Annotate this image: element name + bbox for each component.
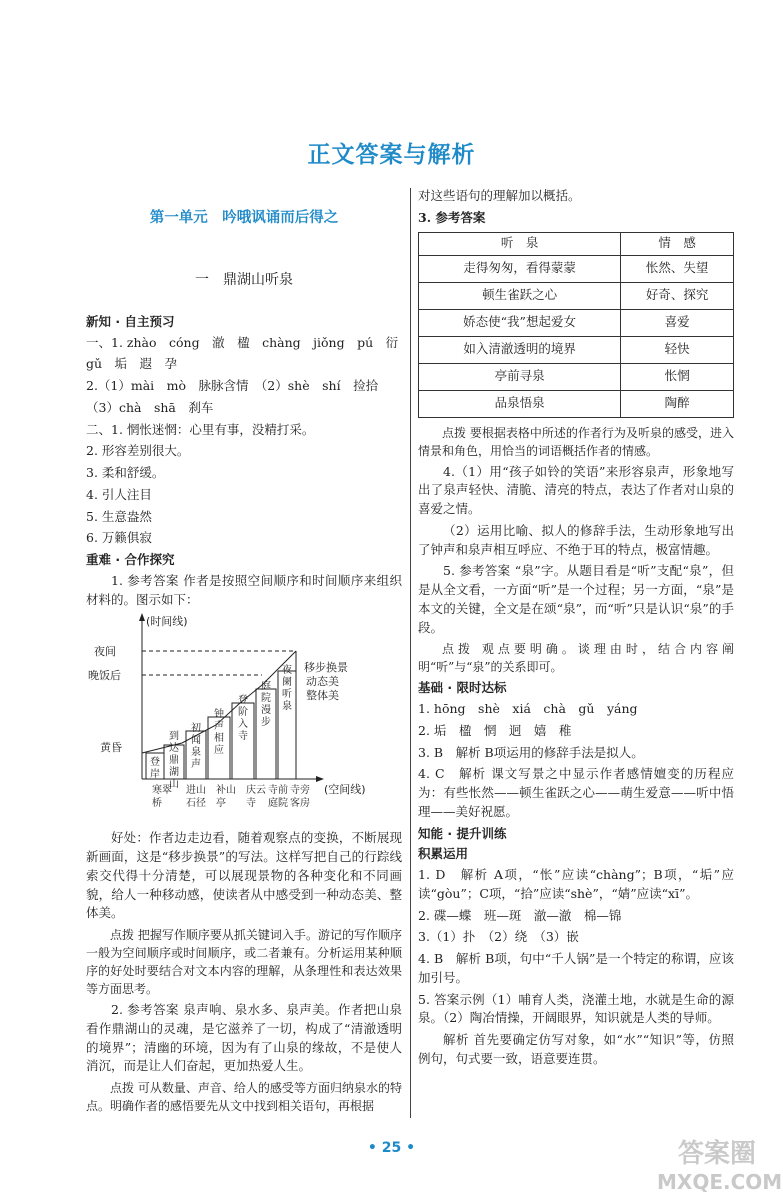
stage-label-char: 入 [238, 719, 248, 731]
table-cell: 走得匆匆，看得蒙蒙 [419, 255, 621, 282]
table-row [419, 282, 734, 309]
table-row [419, 255, 734, 282]
column-divider [410, 188, 411, 1118]
table-row [419, 309, 734, 336]
stage-label-char: 院 [261, 693, 271, 705]
table-cell: 娇态使“我”想起爱女 [419, 309, 621, 336]
table-cell: 品泉悟泉 [419, 390, 621, 417]
table-cell: 如入清澈透明的境界 [419, 336, 621, 363]
stage-label-char: 泉 [282, 701, 292, 713]
watermark [657, 1139, 783, 1196]
subsection-heading: 积累运用 [418, 846, 469, 862]
hint-paragraph: 点拨 可从数量、声音、给人的感受等方面归纳泉水的特点。明确作者的感悟要先从文中找到相关语句，再根据 [86, 1081, 402, 1113]
hint-paragraph: 点拨 把握写作顺序要从抓关键词入手。游记的写作顺序一般为空间顺序或时间顺序，或二者兼有。分析运用某种顺序的好处时要结合对文本内容的理解，从条理性和表达效果等方面思考。 [86, 928, 402, 996]
stage-label-char: 相 [214, 733, 224, 745]
answer-paragraph: 好处：作者边走边看，随着观察点的变换，不断展现新画面，这是“移步换景”的写法。这样写把自己的行踪线索交代得十分清楚，可以展现景物的各种变化和不同画貌，给人一种移动感，使读者从中感受到一种动态美、整体美。 [86, 830, 402, 921]
left-column [86, 180, 402, 1118]
answer-paragraph: 1. 参考答案 作者是按照空间顺序和时间顺序来组织材料的。图示如下： [86, 572, 402, 607]
stage-label-char: 山 [169, 779, 179, 791]
x-tick-label: 寒翠 [152, 785, 172, 797]
answer-line: 4. 引人注目 [86, 486, 152, 502]
table-header: 情 感 [621, 232, 734, 255]
answer-paragraph: 5. 参考答案 “泉”字。从题目看是“听”支配“泉”，但是从全文看，一方面“听”是一个过程；另一方面，“泉”是本文的关键，全文是在颂“泉”，而“听”只是认识“泉”的手段。 [418, 563, 734, 635]
stage-label-char: 岸 [150, 769, 160, 781]
note-label: 动态美 [306, 675, 339, 689]
answer-paragraph: 4.（1）用“孩子如铃的笑语”来形容泉声，形象地写出了泉声轻快、清脆、清亮的特点，表达了作者对山泉的喜爱之情。 [418, 463, 734, 516]
lesson-heading: 一 鼎湖山听泉 [195, 271, 293, 288]
stage-label-char: 达 [169, 743, 179, 755]
section-heading-preview: 新知 · 自主预习 [86, 313, 175, 329]
y-tick-dusk: 黄昏 [100, 741, 122, 755]
stage-label-char: 应 [214, 745, 224, 757]
answer-line: 5. 生意盎然 [86, 508, 152, 524]
table-cell: 好奇、探究 [621, 282, 734, 309]
stage-label-char: 登 [150, 757, 160, 769]
x-tick-label: 石径 [186, 798, 206, 810]
answer-paragraph: 对这些语句的理解加以概括。 [418, 188, 581, 203]
section-heading-ability: 知能 · 提升训练 [418, 825, 507, 841]
answer-line: 二、1. 惘怅迷惘：心里有事，没精打采。 [86, 421, 315, 437]
table-row [419, 363, 734, 390]
answer-line: 2. 垢 楹 惘 迥 嬉 稚 [418, 722, 572, 738]
page-number: • 25 • [367, 1140, 416, 1156]
y-tick-night: 夜间 [94, 645, 116, 659]
answer-line: 2. 碟—蝶 班—斑 澈—澈 棉—锦 [418, 907, 622, 923]
stage-label-char: 湖 [169, 767, 179, 779]
table-cell: 轻快 [621, 336, 734, 363]
answer-line: 3. B 解析 B项运用的修辞手法是拟人。 [418, 744, 644, 760]
table-cell: 亭前寻泉 [419, 363, 621, 390]
table-row [419, 336, 734, 363]
stage-label-char: 初 [191, 723, 201, 735]
note-label: 整体美 [306, 689, 339, 703]
x-tick-label: 庭院 [268, 798, 288, 810]
hint-paragraph: 点拨 要根据表格中所述的作者行为及听泉的感受，进入情景和角色，用恰当的词语概括作者的情感。 [418, 425, 734, 458]
answer-line: 4. B 解析 B项，句中“千人锅”是一个特定的称谓，应该加引号。 [418, 951, 734, 985]
stage-label-char: 阑 [282, 677, 292, 689]
note-label: 移步换景 [304, 661, 348, 675]
stage-label-char: 闻 [191, 735, 201, 747]
section-heading-basic: 基础 · 限时达标 [418, 680, 507, 696]
y-axis-label: (时间线) [146, 615, 188, 629]
table-cell: 顿生雀跃之心 [419, 282, 621, 309]
hint-paragraph: 点拨 观点要明确。谈理由时，结合内容阐明“听”与“泉”的关系即可。 [418, 642, 734, 675]
stage-label-char: 庭 [261, 681, 271, 693]
stage-label-char: 鼎 [169, 755, 179, 767]
unit-heading: 第一单元 吟哦讽诵而后得之 [149, 210, 339, 226]
answer-paragraph: （2）运用比喻、拟人的修辞手法，生动形象地写出了钟声和泉声相互呼应、不绝于耳的特点，极富情趣。 [418, 522, 734, 557]
answer-line: 3. 柔和舒缓。 [86, 465, 165, 480]
y-axis-arrow [139, 613, 145, 621]
stage-label-char: 登 [238, 695, 248, 707]
watermark-url: MXQE.COM [657, 1170, 783, 1194]
x-tick-label: 客房 [290, 798, 310, 810]
answer-line: 6. 万籁俱寂 [86, 530, 152, 546]
stage-label-char: 声 [191, 759, 201, 771]
answer-line: 1. hōng shè xiá chà gǔ yáng [418, 701, 638, 716]
stage-label-char: 漫 [261, 705, 271, 717]
answer-line: 2.（1）mài mò 脉脉含情 （2）shè shí 捡拾 [86, 378, 379, 393]
stage-label-char: 步 [261, 717, 271, 729]
answer-line: 5. 答案示例（1）哺育人类，浇灌土地，水就是生命的源泉。（2）陶冶情操，开阔眼界，知识就是人类的导师。 [418, 991, 734, 1026]
stage-label-char: 夜 [282, 665, 292, 677]
stage-label-char: 寺 [238, 731, 248, 743]
answer-line: 一、1. zhào cóng 澈 楹 chàng jiǒng pú 衍 [86, 334, 399, 350]
x-tick-label: 补山 [216, 785, 236, 797]
x-tick-label: 桥 [152, 798, 162, 810]
right-column [418, 187, 734, 1072]
x-tick-label: 庆云 [246, 785, 266, 797]
section-heading-explore: 重难 · 合作探究 [86, 552, 175, 567]
x-axis-label: (空间线) [324, 783, 366, 797]
stage-label-char: 声 [214, 721, 224, 733]
x-tick-label: 亭 [216, 798, 226, 810]
stage-label-char: 钟 [214, 709, 224, 721]
x-tick-label: 进山 [186, 785, 206, 797]
table-cell: 喜爱 [621, 309, 734, 336]
stage-label-char: 到 [169, 731, 179, 743]
answer-line: （3）chà shā 刹车 [86, 399, 214, 415]
stage-label-char: 阶 [238, 707, 248, 719]
emotion-table [418, 232, 734, 418]
table-cell: 怅然、失望 [621, 255, 734, 282]
x-axis-arrow [316, 776, 324, 782]
table-cell: 陶醉 [621, 390, 734, 417]
x-tick-label: 寺旁 [290, 785, 310, 797]
stage-label-char: 听 [282, 689, 292, 701]
answer-line: 3.（1）扑 （2）绕 （3）嵌 [418, 929, 579, 945]
y-tick-after-dinner: 晚饭后 [88, 669, 121, 683]
answer-line: gǔ 垢 遐 孕 [86, 356, 178, 372]
answer-line: 2. 形容差别很大。 [86, 443, 190, 459]
table-header: 听 泉 [419, 232, 621, 255]
answer-line: 1. D 解析 A项，“怅”应读“chàng”；B项，“垢”应读“gòu”；C项，“拾”应读“shè”，“婧”应读“xī”。 [418, 867, 734, 901]
page-title: 正文答案与解析 [307, 142, 476, 168]
route-diagram [86, 613, 402, 823]
answer-heading: 3. 参考答案 [418, 209, 486, 225]
x-tick-label: 寺 [246, 798, 256, 810]
answer-line: 4. C 解析 课文写景之中显示作者感情嬗变的历程应为：有些怅然——顿生雀跃之心——萌生爱意——听中悟理——美好祝愿。 [418, 766, 734, 819]
answer-paragraph: 2. 参考答案 泉声响、泉水多、泉声美。作者把山泉看作鼎湖山的灵魂，是它滋养了一切，构成了“清澈透明的境界”；清幽的环境，因为有了山泉的缘故，不是使人消沉，而是让人们奋起，更加热爱人生。 [86, 1002, 402, 1074]
watermark-text: 答案圈 [677, 1139, 756, 1169]
answer-paragraph: 解析 首先要确定仿写对象，如“水”“知识”等，仿照例句，句式要一致，语意要连贯。 [418, 1032, 734, 1066]
x-tick-label: 寺前 [268, 785, 288, 797]
table-cell: 怅惘 [621, 363, 734, 390]
table-row [419, 390, 734, 417]
stage-label-char: 泉 [191, 747, 201, 759]
